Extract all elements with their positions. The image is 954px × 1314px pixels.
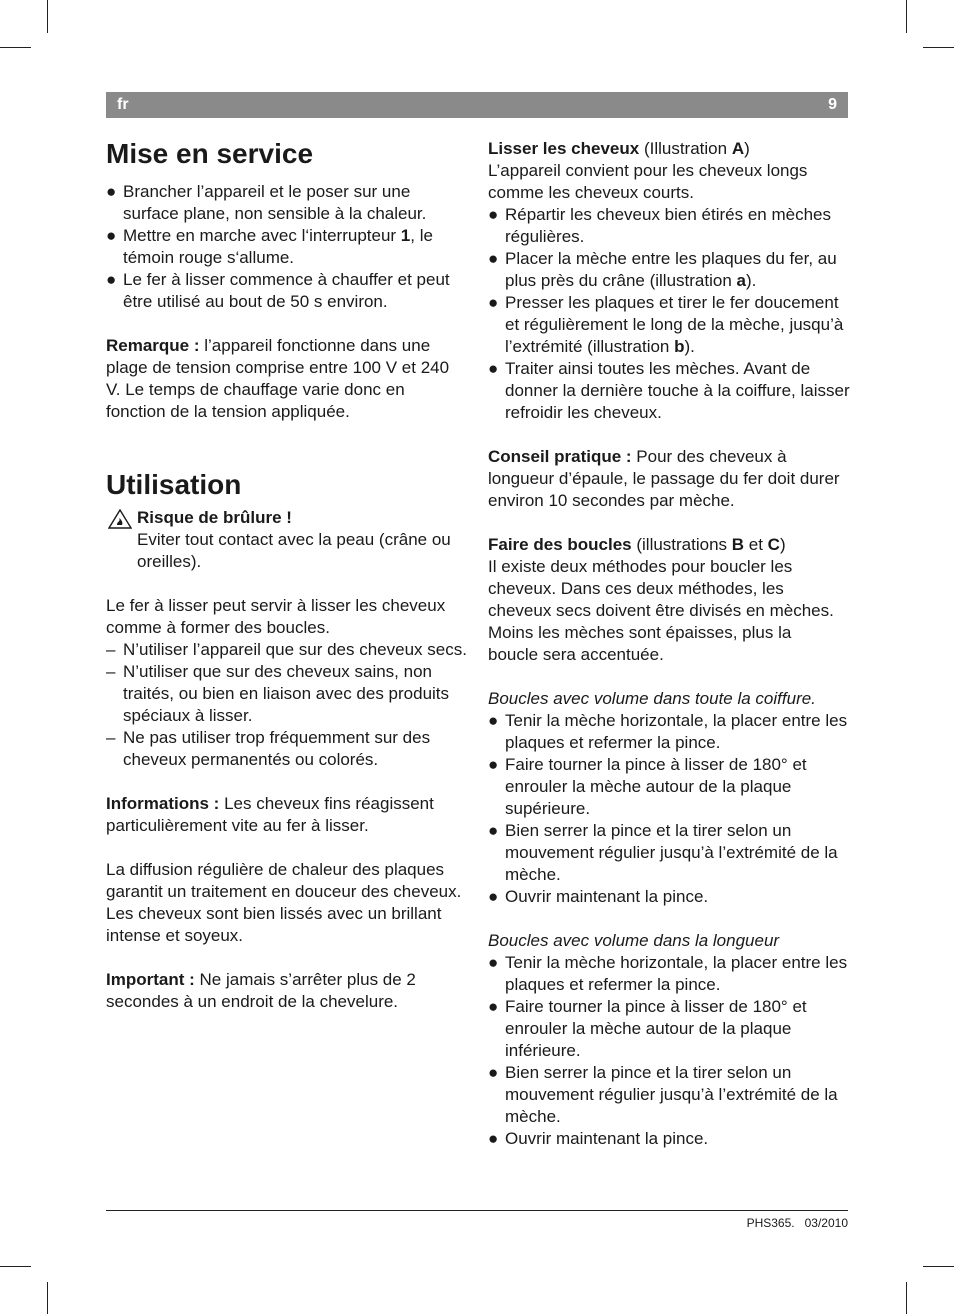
warning-text: Eviter tout contact avec la peau (crâne ou oreilles).: [137, 530, 451, 571]
bullet-icon: ●: [488, 293, 499, 312]
lisser-text: L’appareil convient pour les cheveux longs comme les cheveux courts.: [488, 161, 808, 202]
volume2-title: Boucles avec volume dans la longueur: [488, 931, 780, 950]
footer-date: 03/2010: [804, 1216, 848, 1230]
language-code: fr: [117, 96, 129, 113]
volume1-title: Boucles avec volume dans toute la coiffure.: [488, 689, 816, 708]
list-item: ● Tenir la mèche horizontale, la placer entre les plaques et refermer la pince.: [488, 711, 848, 752]
warning-triangle-icon: [108, 509, 132, 529]
crop-mark: [0, 47, 31, 48]
bullet-icon: ●: [488, 887, 499, 906]
list-item: – Ne pas utiliser trop fréquemment sur des cheveux permanentés ou colorés.: [106, 728, 431, 769]
dash-marker: –: [106, 640, 116, 659]
list-item: ● Ouvrir maintenant la pince.: [488, 887, 709, 906]
list-item: ● Placer la mèche entre les plaques du fer, au plus près du crâne (illustration a).: [488, 249, 837, 290]
list-item: ● Bien serrer la pince et la tirer selon un mouvement régulier jusqu’à l’extrémité de la mèche.: [488, 1063, 838, 1126]
diffusion-paragraph: La diffusion régulière de chaleur des plaques garantit un traitement en douceur des cheveux.: [106, 860, 462, 901]
crop-mark: [47, 1282, 48, 1314]
list-item: ● Presser les plaques et tirer le fer doucement et régulièrement le long de la mèche, jusqu’à l’extrémité (illustration b).: [488, 293, 844, 356]
lisses-paragraph: Les cheveux sont bien lissés avec un brillant intense et soyeux.: [106, 904, 442, 945]
list-item: ● Répartir les cheveux bien étirés en mèches régulières.: [488, 205, 831, 246]
left-column: [106, 138, 468, 1013]
bullet-icon: ●: [488, 953, 499, 972]
page-number: 9: [828, 96, 837, 113]
bullet-icon: ●: [488, 249, 499, 268]
crop-mark: [0, 1266, 31, 1267]
crop-mark: [906, 1282, 907, 1314]
list-item: ● Ouvrir maintenant la pince.: [488, 1129, 709, 1148]
footer: [747, 1216, 848, 1230]
bullet-icon: ●: [488, 755, 499, 774]
right-column: [488, 138, 850, 1150]
boucles-text: Il existe deux méthodes pour boucler les cheveux. Dans ces deux méthodes, les cheveux secs doivent être divisés en mèches. Moins les mèches sont épaisses, plus la boucle sera accentuée.: [488, 557, 834, 664]
dash-marker: –: [106, 662, 116, 681]
list-item: ● Tenir la mèche horizontale, la placer entre les plaques et refermer la pince.: [488, 953, 848, 994]
list-item: ● Le fer à lisser commence à chauffer et peut être utilisé au bout de 50 s environ.: [106, 270, 450, 311]
boucles-heading: Faire des boucles (illustrations B et C): [488, 535, 786, 554]
section-title-utilisation: Utilisation: [106, 469, 242, 500]
list-item: – N’utiliser que sur des cheveux sains, non traités, ou bien en liaison avec des produits spéciaux à lisser.: [106, 662, 450, 725]
section-title-mise-en-service: Mise en service: [106, 138, 314, 169]
bullet-icon: ●: [488, 997, 499, 1016]
bullet-icon: ●: [488, 1129, 499, 1148]
bullet-icon: ●: [488, 205, 499, 224]
list-item: ● Traiter ainsi toutes les mèches. Avant de donner la dernière touche à la coiffure, laisser refroidir les cheveux.: [488, 359, 850, 422]
bullet-icon: ●: [488, 711, 499, 730]
bullet-icon: ●: [106, 182, 117, 201]
crop-mark: [906, 0, 907, 33]
bullet-icon: ●: [488, 821, 499, 840]
bullet-icon: ●: [488, 1063, 499, 1082]
footer-model: PHS365.: [746, 1216, 795, 1230]
footer-rule: [106, 1210, 848, 1211]
remarque-paragraph: Remarque : l’appareil fonctionne dans une plage de tension comprise entre 100 V et 240 V. Le temps de chauffage varie donc en fonction de la tension appliquée.: [106, 336, 450, 421]
warning-block: [106, 507, 468, 573]
list-item: ● Bien serrer la pince et la tirer selon un mouvement régulier jusqu’à l’extrémité de la mèche.: [488, 821, 838, 884]
list-item: ● Faire tourner la pince à lisser de 180° et enrouler la mèche autour de la plaque inférieure.: [488, 997, 807, 1060]
bullet-icon: ●: [106, 226, 117, 245]
warning-title: Risque de brûlure !: [137, 508, 292, 527]
list-item: ● Faire tourner la pince à lisser de 180° et enrouler la mèche autour de la plaque supérieure.: [488, 755, 807, 818]
bullet-icon: ●: [106, 270, 117, 289]
crop-mark: [47, 0, 48, 33]
crop-mark: [923, 1266, 954, 1267]
list-item: – N’utiliser l’appareil que sur des cheveux secs.: [106, 640, 467, 659]
important-paragraph: Important : Ne jamais s’arrêter plus de 2 secondes à un endroit de la chevelure.: [106, 970, 416, 1011]
crop-mark: [923, 47, 954, 48]
conseil-paragraph: Conseil pratique : Pour des cheveux à longueur d’épaule, le passage du fer doit durer environ 10 secondes par mèche.: [488, 447, 840, 510]
bullet-icon: ●: [488, 359, 499, 378]
informations-paragraph: Informations : Les cheveux fins réagissent particulièrement vite au fer à lisser.: [106, 794, 434, 835]
dash-marker: –: [106, 728, 116, 747]
lisser-heading: Lisser les cheveux (Illustration A): [488, 139, 750, 158]
list-item: ● Mettre en marche avec l‘interrupteur 1, le témoin rouge s‘allume.: [106, 226, 433, 267]
intro-paragraph: Le fer à lisser peut servir à lisser les cheveux comme à former des boucles.: [106, 596, 446, 637]
header-bar: [106, 92, 848, 118]
list-item: ● Brancher l’appareil et le poser sur une surface plane, non sensible à la chaleur.: [106, 182, 427, 223]
